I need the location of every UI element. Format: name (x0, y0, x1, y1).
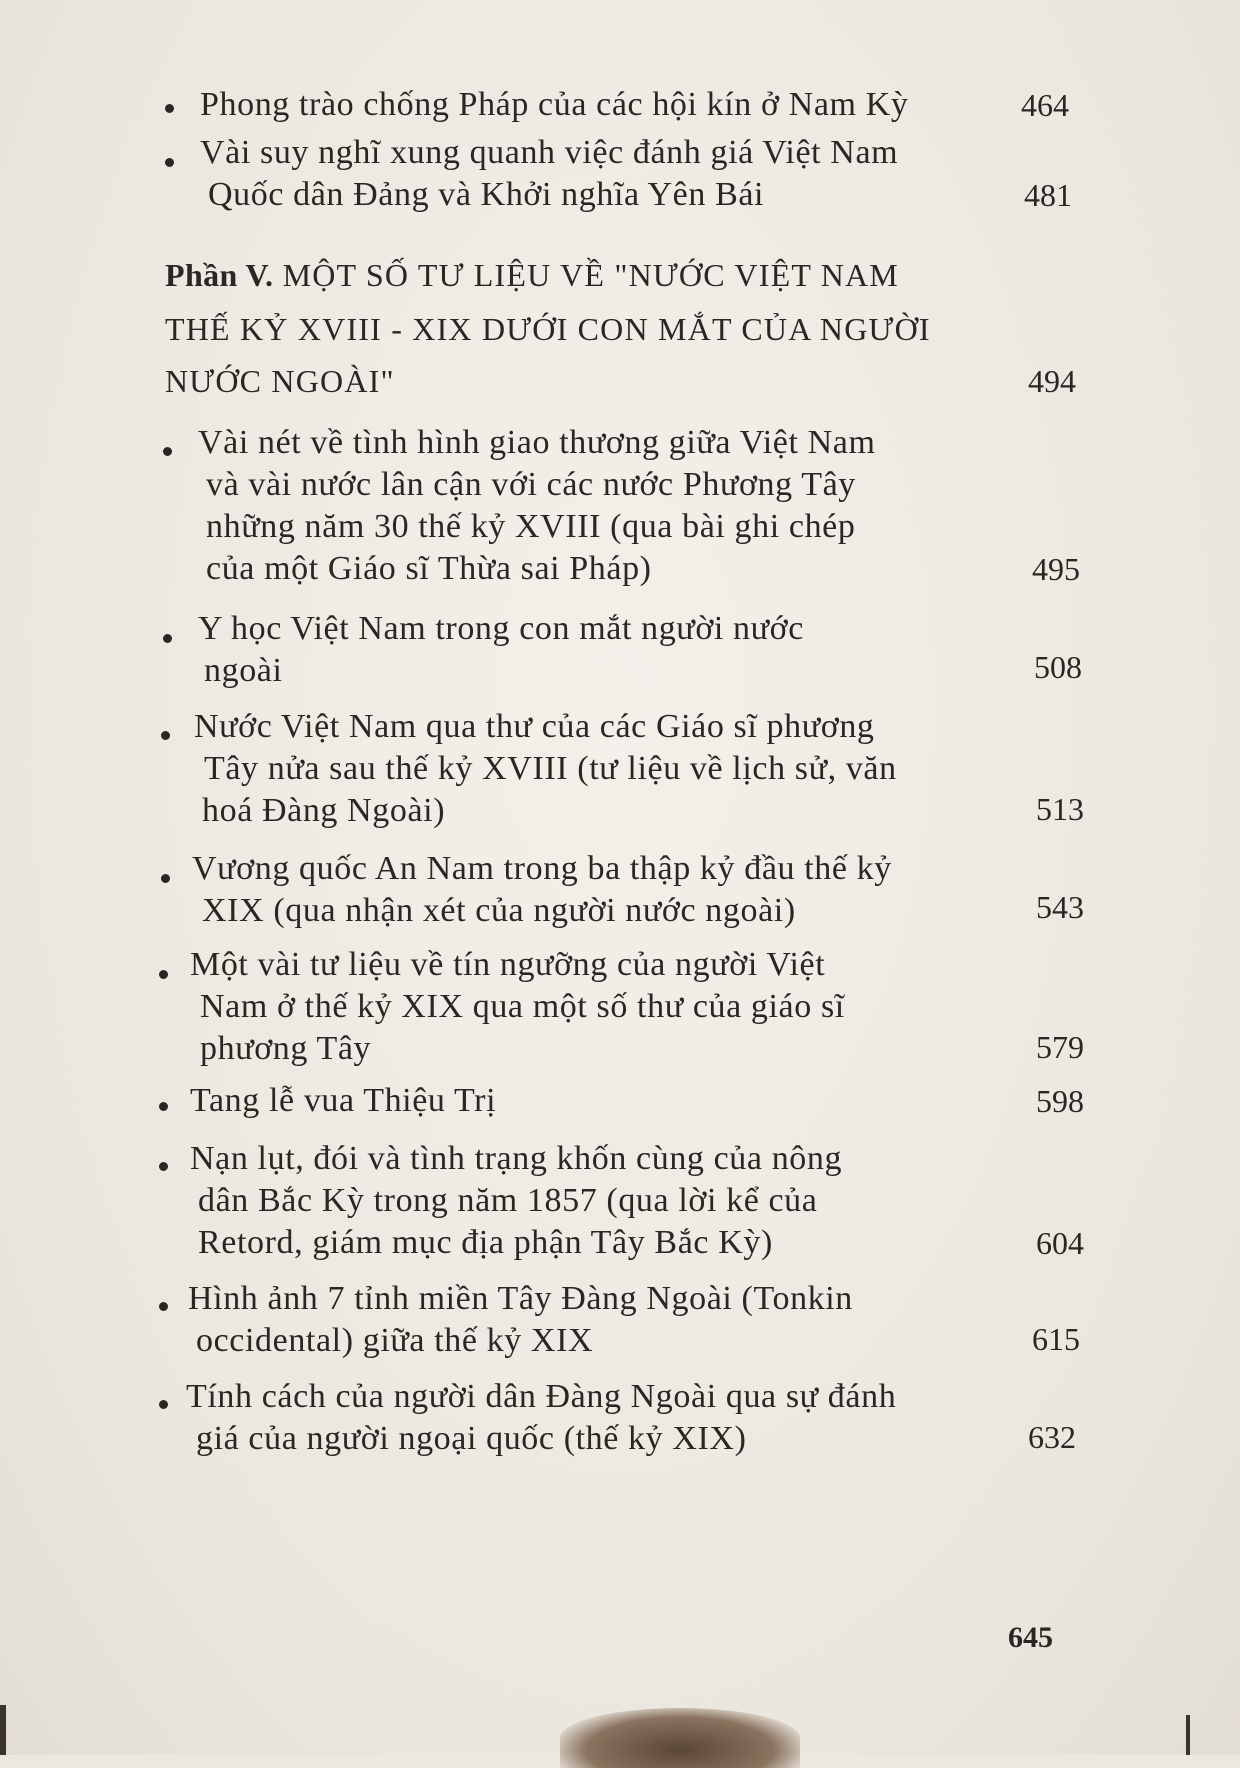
toc-entry-text: và vài nước lân cận với các nước Phương Tây (206, 466, 856, 503)
toc-entry-text: Y học Việt Nam trong con mắt người nước (198, 610, 804, 647)
toc-entry-text: Nạn lụt, đói và tình trạng khốn cùng của nông (190, 1140, 843, 1177)
page-number: 645 (1008, 1621, 1053, 1654)
toc-entry-text: Vương quốc An Nam trong ba thập kỷ đầu thế kỷ (192, 850, 892, 887)
toc-entry-text: Vài nét về tình hình giao thương giữa Việt Nam (198, 424, 876, 461)
toc-entry-page: 579 (1036, 1029, 1084, 1065)
toc-entry-text: Tính cách của người dân Đàng Ngoài qua sự đánh (186, 1378, 897, 1415)
toc-entry-page: 632 (1028, 1419, 1076, 1455)
toc-entry-text: phương Tây (200, 1030, 372, 1067)
part-heading-line: THẾ KỶ XVIII - XIX DƯỚI CON MẮT CỦA NGƯỜI (165, 311, 931, 347)
toc-entry-page: 481 (1024, 177, 1072, 213)
toc-entry-text: dân Bắc Kỳ trong năm 1857 (qua lời kể của (198, 1182, 818, 1219)
part-title-text: MỘT SỐ TƯ LIỆU VỀ "NƯỚC VIỆT NAM (282, 257, 899, 293)
toc-entry-text: XIX (qua nhận xét của người nước ngoài) (202, 892, 796, 929)
toc-entry-text: Nước Việt Nam qua thư của các Giáo sĩ phương (194, 708, 875, 745)
bullet-icon (159, 1302, 168, 1311)
finger-shadow (560, 1708, 800, 1768)
toc-entry-text: Nam ở thế kỷ XIX qua một số thư của giáo sĩ (200, 988, 845, 1025)
toc-entry-page: 598 (1036, 1083, 1084, 1119)
bullet-icon (159, 1400, 168, 1409)
toc-entry-text: Một vài tư liệu về tín ngưỡng của người Việt (190, 946, 826, 983)
bullet-icon (161, 731, 170, 740)
toc-entry-text: những năm 30 thế kỷ XVIII (qua bài ghi chép (206, 508, 856, 545)
toc-entry-text: Tang lễ vua Thiệu Trị (190, 1082, 497, 1119)
toc-entry-text: Vài suy nghĩ xung quanh việc đánh giá Việt Nam (200, 134, 899, 171)
bullet-icon (159, 970, 168, 979)
part-heading-line: NƯỚC NGOÀI" (165, 363, 395, 399)
part-heading-line (165, 254, 899, 296)
toc-entry-text: Hình ảnh 7 tỉnh miền Tây Đàng Ngoài (Tonkin (188, 1280, 853, 1317)
bullet-icon (159, 1162, 168, 1171)
toc-entry-page: 495 (1032, 551, 1080, 587)
toc-entry-page: 513 (1036, 791, 1084, 827)
toc-entry-text: Quốc dân Đảng và Khởi nghĩa Yên Bái (208, 176, 765, 213)
toc-entry-text: giá của người ngoại quốc (thế kỷ XIX) (196, 1420, 747, 1457)
toc-entry-page: 604 (1036, 1225, 1084, 1261)
toc-entry-page: 615 (1032, 1321, 1080, 1357)
bullet-icon (159, 1102, 168, 1111)
toc-entry-text: của một Giáo sĩ Thừa sai Pháp) (206, 550, 652, 587)
toc-entry-text: hoá Đàng Ngoài) (202, 792, 446, 829)
bullet-icon (165, 158, 174, 167)
part-heading-page: 494 (1028, 363, 1076, 399)
toc-entry-text: ngoài (204, 652, 283, 689)
toc-entry-text: Retord, giám mục địa phận Tây Bắc Kỳ) (198, 1224, 773, 1261)
page-edge-mark (0, 1705, 6, 1755)
toc-entry-page: 464 (1021, 87, 1069, 123)
bullet-icon (163, 447, 172, 456)
toc-entry-text: occidental) giữa thế kỷ XIX (196, 1322, 594, 1359)
part-label: Phần V. (165, 257, 274, 293)
toc-entry-page: 508 (1034, 649, 1082, 685)
bullet-icon (163, 634, 172, 643)
bullet-icon (161, 874, 170, 883)
toc-entry-page: 543 (1036, 889, 1084, 925)
toc-entry-text: Phong trào chống Pháp của các hội kín ở Nam Kỳ (200, 86, 909, 123)
toc-entry-text: Tây nửa sau thế kỷ XVIII (tư liệu về lịch sử, văn (204, 750, 897, 787)
bullet-icon (165, 104, 174, 113)
page-edge-mark (1186, 1715, 1190, 1755)
